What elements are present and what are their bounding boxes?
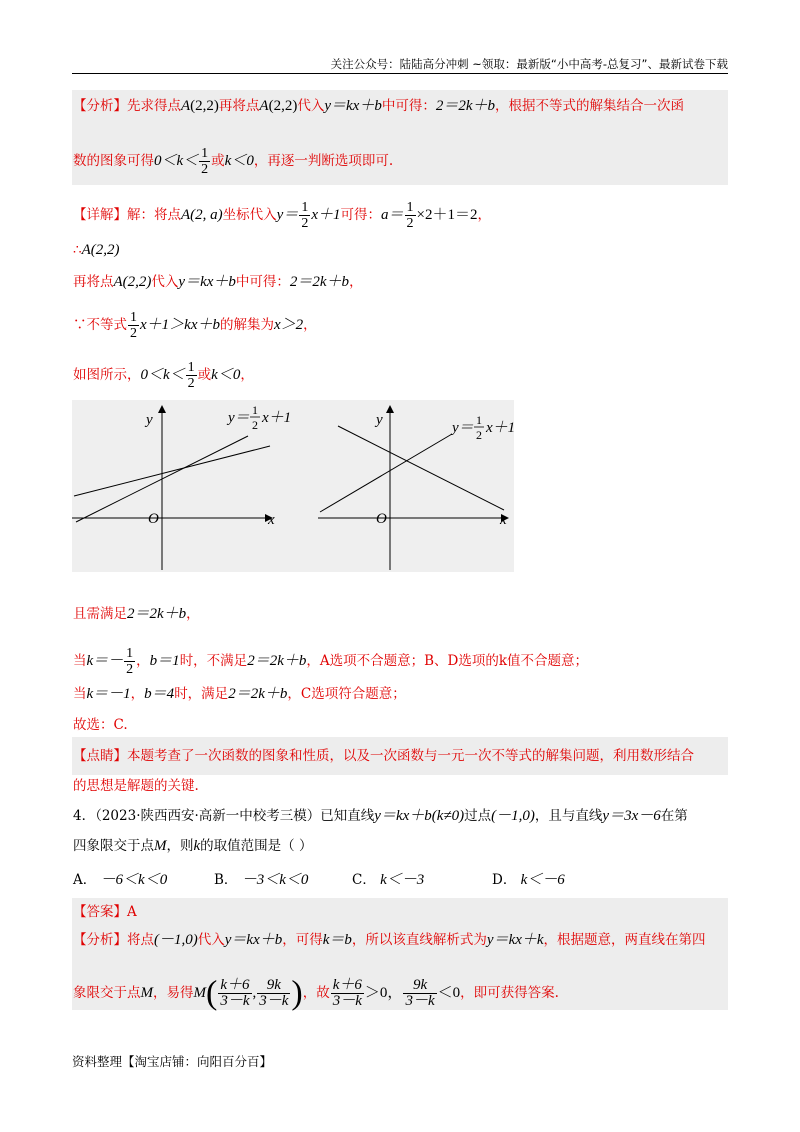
q4-analysis-line-2: 象限交于点M，易得M( $\frac{k+6}{3-k}$ , $\frac{9k}{3-k}$ )，故 $\frac{k+6}{3-k}$ ＞0， $\frac{9k}{3-k}$ ＜0，即可获得答案. xyxy=(73,974,559,1012)
x-label: x xyxy=(268,512,275,528)
fraction-half: $\frac{1}{2}$ xyxy=(201,146,209,177)
page-header: 关注公众号：陆陆高分冲刺 ~领取：最新版“小中高考-总复习”、最新试卷下载 xyxy=(330,57,728,71)
y-label: y xyxy=(146,412,153,428)
eq-label-prefix: y＝ xyxy=(228,410,250,426)
header-rule xyxy=(72,73,728,74)
graph-right xyxy=(318,406,514,570)
option-a: A． －6＜k＜0 xyxy=(73,872,168,888)
analysis-line-1: 【分析】先求得点A(2,2)再将点A(2,2)代入y＝kx＋b中可得：2＝2k＋b，根据不等式的解集结合一次函 xyxy=(73,98,684,114)
svg-text:2: 2 xyxy=(252,418,258,432)
detail-line-4: ∵不等式 $\frac{1}{2}$ x＋1＞kx＋b的解集为x＞2， xyxy=(73,310,317,341)
detail-line-5: 如图所示，0＜k＜ $\frac{1}{2}$ 或k＜0， xyxy=(73,360,254,391)
detail-tag: 【详解】 xyxy=(73,207,127,223)
after-line-4: 故选：C. xyxy=(73,717,128,733)
q4-answer: 【答案】A xyxy=(73,904,137,920)
eq-label-suffix: x＋1 xyxy=(262,410,292,426)
graph-left xyxy=(72,403,291,570)
option-b: B． －3＜k＜0 xyxy=(214,872,309,888)
comment-tag: 【点睛】 xyxy=(73,748,127,764)
after-line-3: 当k＝－1，b＝4时，满足2＝2k＋b，C选项符合题意； xyxy=(73,686,406,702)
q4-analysis-line-1: 【分析】将点(－1,0)代入y＝kx＋b，可得k＝b，所以该直线解析式为y＝kx＋k，根据题意，两直线在第四 xyxy=(73,932,706,948)
eq-label-suffix: x＋1 xyxy=(486,420,514,436)
q4-line-1: 4．（2023·陕西西安·高新一中校考三模）已知直线y＝kx＋b(k≠0)过点(－1,0)，且与直线y＝3x－6在第 xyxy=(73,808,688,824)
graphs-svg xyxy=(72,400,514,572)
analysis-line-2: 数的图象可得0＜k＜ $\frac{1}{2}$ 或k＜0，再逐一判断选项即可. xyxy=(73,146,394,177)
origin-label: O xyxy=(148,511,159,527)
after-line-1: 且需满足2＝2k＋b， xyxy=(73,606,200,622)
line-half-x-plus-1 xyxy=(320,434,452,512)
comment-line-2: 的思想是解题的关键. xyxy=(73,778,199,794)
origin-label: O xyxy=(376,511,387,527)
svg-text:1: 1 xyxy=(252,403,258,417)
eq-label-prefix: y＝ xyxy=(452,420,474,436)
y-label: y xyxy=(376,412,383,428)
x-label: x xyxy=(500,512,507,528)
analysis-tag: 【分析】 xyxy=(73,98,127,114)
line-kxb xyxy=(74,446,270,496)
option-d: D． k＜－6 xyxy=(492,872,565,888)
option-c: C． k＜－3 xyxy=(352,872,425,888)
function-graphs xyxy=(72,400,514,572)
detail-line-3: 再将点A(2,2)代入y＝kx＋b中可得：2＝2k＋b， xyxy=(73,274,363,290)
svg-text:1: 1 xyxy=(476,413,482,427)
svg-text:2: 2 xyxy=(476,428,482,442)
q4-line-2: 四象限交于点M，则k的取值范围是（ ） xyxy=(73,838,313,854)
after-line-2: 当k＝－ $\frac{1}{2}$ ，b＝1时，不满足2＝2k＋b，A选项不合题意；B、D选项的k值不合题意； xyxy=(73,646,589,677)
comment-line-1: 【点睛】本题考查了一次函数的图象和性质，以及一次函数与一元一次不等式的解集问题，利用数形结合 xyxy=(73,748,694,764)
page-footer: 资料整理【淘宝店铺：向阳百分百】 xyxy=(72,1054,273,1069)
detail-line-2: ∴A(2,2) xyxy=(73,242,120,258)
detail-line-1: 【详解】解：将点A(2, a)坐标代入y＝ $\frac{1}{2}$ x＋1可得：a＝ $\frac{1}{2}$ ×2＋1＝2， xyxy=(73,200,491,231)
